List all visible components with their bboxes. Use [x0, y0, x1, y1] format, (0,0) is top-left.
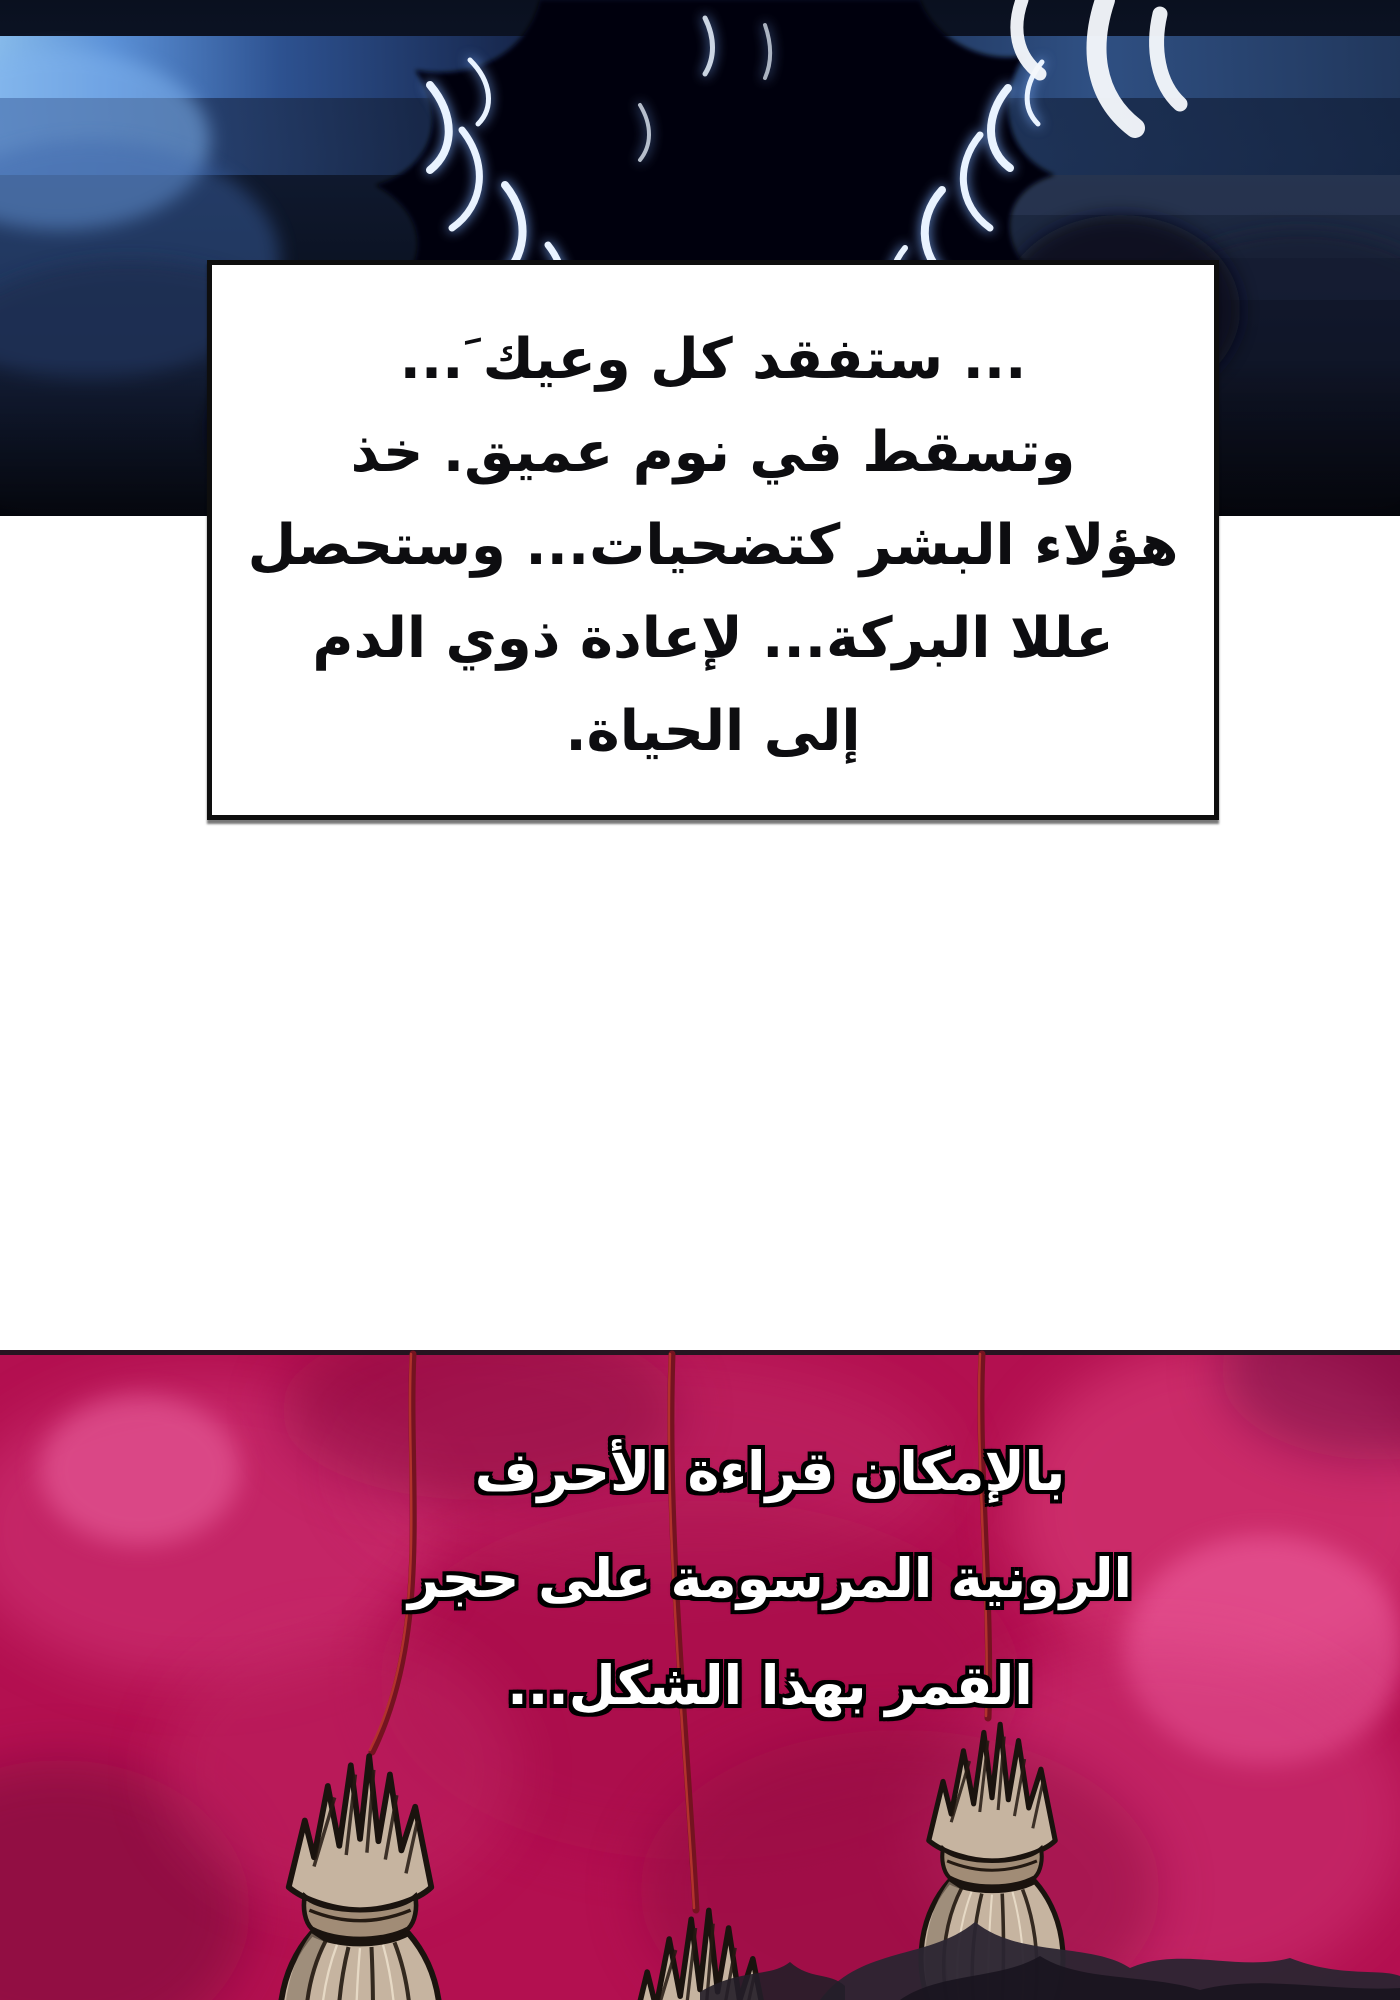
narration-box [207, 260, 1219, 820]
caption-line: الرونية المرسومة على حجر [407, 1547, 1133, 1610]
caption-line: القمر بهذا الشكل... [507, 1654, 1033, 1717]
narration-line: إلى الحياة. [565, 699, 861, 764]
narration-line: هؤلاء البشر كتضحيات... وستحصل [247, 513, 1179, 578]
bottom-caption [70, 1350, 1400, 2000]
narration-line: وتسقط في نوم عميق. خذ [350, 420, 1076, 485]
narration-line: ... ستفقد كل وعيك َ... [399, 327, 1027, 392]
narration-line: عللا البركة... لإعادة ذوي الدم [312, 606, 1114, 671]
bottom-art-panel [0, 1350, 1400, 2000]
caption-line: بالإمكان قراءة الأحرف [474, 1440, 1066, 1503]
